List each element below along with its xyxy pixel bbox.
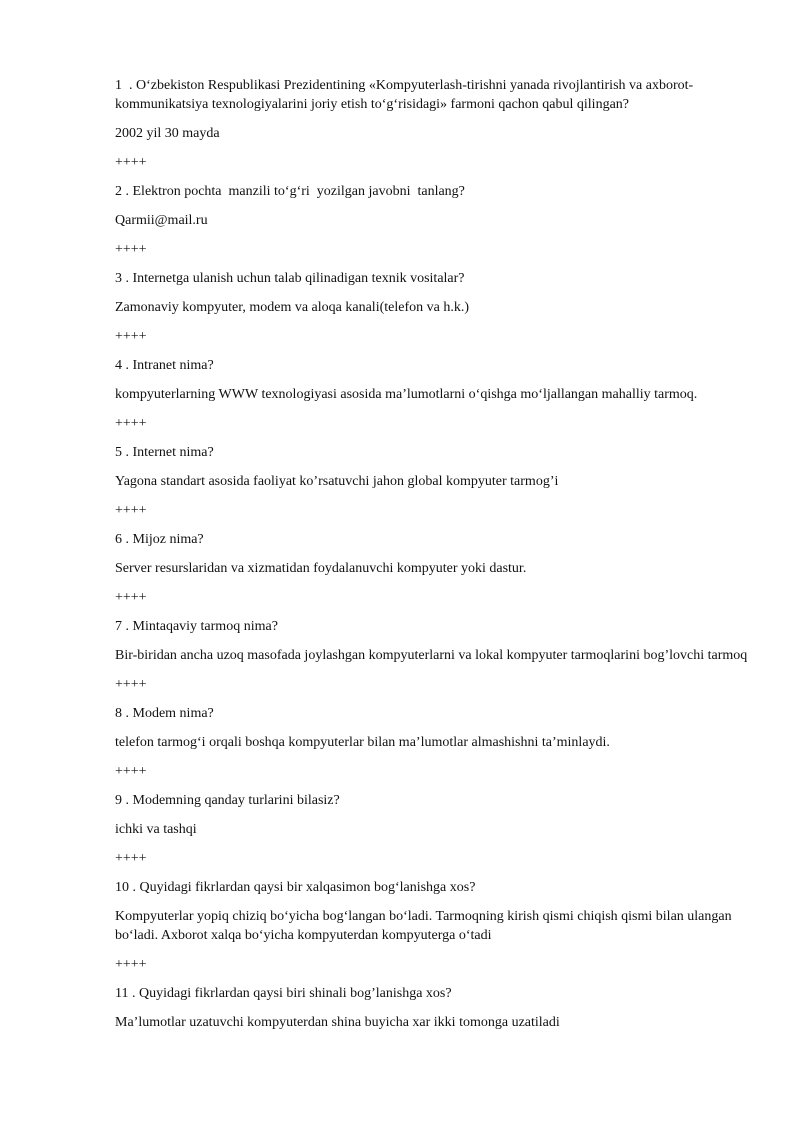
qa-item-6	[115, 530, 755, 607]
answer-3: Zamonaviy kompyuter, modem va aloqa kanali(telefon va h.k.)	[115, 300, 469, 315]
qa-item-10	[115, 878, 755, 974]
question-8: 8 . Modem nima?	[115, 706, 214, 721]
document-page	[115, 76, 755, 1042]
answer-7: Bir-biridan ancha uzoq masofada joylashgan kompyuterlarni va lokal kompyuter tarmoqlarini bog’lovchi tarmoq	[115, 648, 748, 663]
answer-1: 2002 yil 30 mayda	[115, 126, 220, 141]
qa-item-11	[115, 984, 755, 1032]
qa-item-3	[115, 269, 755, 346]
question-6: 6 . Mijoz nima?	[115, 532, 204, 547]
separator-5: ++++	[115, 503, 147, 518]
separator-3: ++++	[115, 329, 147, 344]
question-11: 11 . Quyidagi fikrlardan qaysi biri shinali bog’lanishga xos?	[115, 986, 452, 1001]
answer-10: Kompyuterlar yopiq chiziq bo‘yicha bog‘langan bo‘ladi. Tarmoqning kirish qismi chiqish qismi bilan ulangan bo‘ladi. Axborot xalqa bo‘yicha kompyuterdan kompyuterga o‘tadi	[115, 909, 736, 943]
answer-5: Yagona standart asosida faoliyat ko’rsatuvchi jahon global kompyuter tarmog’i	[115, 474, 559, 489]
qa-item-9	[115, 791, 755, 868]
qa-item-4	[115, 356, 755, 433]
answer-8: telefon tarmog‘i orqali boshqa kompyuterlar bilan ma’lumotlar almashishni ta’minlaydi.	[115, 735, 610, 750]
question-7: 7 . Mintaqaviy tarmoq nima?	[115, 619, 278, 634]
separator-4: ++++	[115, 416, 147, 431]
separator-9: ++++	[115, 851, 147, 866]
question-2: 2 . Elektron pochta manzili to‘g‘ri yozilgan javobni tanlang?	[115, 184, 465, 199]
qa-item-2	[115, 182, 755, 259]
separator-10: ++++	[115, 957, 147, 972]
answer-2: Qarmii@mail.ru	[115, 213, 208, 228]
question-1: 1 . O‘zbekiston Respublikasi Prezidentining «Kompyuterlash-tirishni yanada rivojlantirish va axborot-kommunikatsiya texnologiyalarini joriy etish to‘g‘risidagi» farmoni qachon qabul qilingan?	[115, 78, 694, 112]
question-9: 9 . Modemning qanday turlarini bilasiz?	[115, 793, 340, 808]
separator-1: ++++	[115, 155, 147, 170]
separator-7: ++++	[115, 677, 147, 692]
answer-6: Server resurslaridan va xizmatidan foydalanuvchi kompyuter yoki dastur.	[115, 561, 527, 576]
question-10: 10 . Quyidagi fikrlardan qaysi bir xalqasimon bog‘lanishga xos?	[115, 880, 476, 895]
question-5: 5 . Internet nima?	[115, 445, 214, 460]
qa-item-8	[115, 704, 755, 781]
separator-6: ++++	[115, 590, 147, 605]
qa-item-7	[115, 617, 755, 694]
answer-11: Ma’lumotlar uzatuvchi kompyuterdan shina buyicha xar ikki tomonga uzatiladi	[115, 1015, 560, 1030]
answer-9: ichki va tashqi	[115, 822, 197, 837]
qa-item-1	[115, 76, 755, 172]
qa-item-5	[115, 443, 755, 520]
question-4: 4 . Intranet nima?	[115, 358, 214, 373]
separator-8: ++++	[115, 764, 147, 779]
question-3: 3 . Internetga ulanish uchun talab qilinadigan texnik vositalar?	[115, 271, 465, 286]
separator-2: ++++	[115, 242, 147, 257]
answer-4: kompyuterlarning WWW texnologiyasi asosida ma’lumotlarni o‘qishga mo‘ljallangan mahalliy tarmoq.	[115, 387, 698, 402]
